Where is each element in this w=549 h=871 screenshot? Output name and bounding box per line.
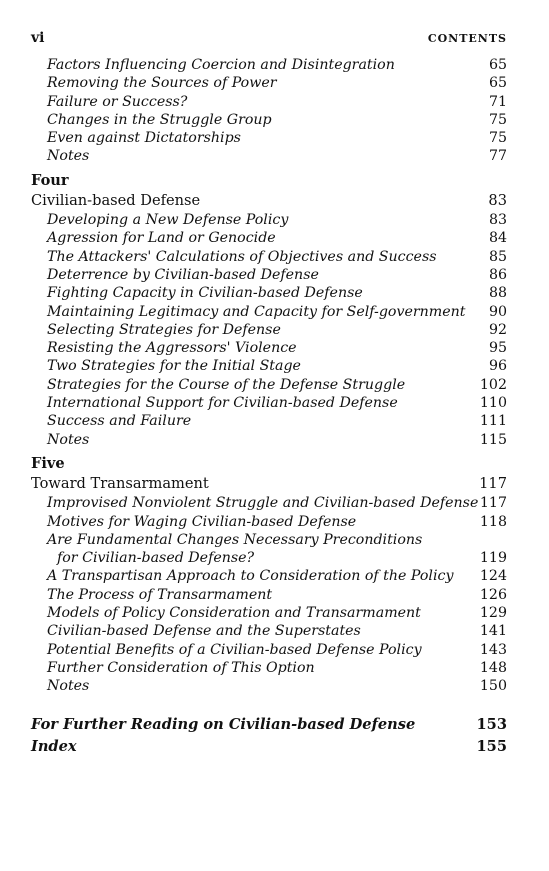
entry-title: Changes in the Struggle Group: [47, 111, 272, 128]
entry-page: 75: [488, 130, 507, 147]
toc-entry: [0, 412, 549, 430]
table-of-contents: [0, 56, 549, 758]
entry-page: 75: [488, 111, 507, 128]
entry-page: 117: [479, 495, 507, 512]
toc-entry: [0, 129, 549, 147]
chapter-title-text: Civilian-based Defense: [31, 192, 201, 210]
entry-title: Factors Influencing Coercion and Disintegration: [47, 57, 395, 73]
toc-entry: [0, 284, 549, 302]
toc-entry: [0, 93, 549, 111]
entry-page: 141: [479, 623, 507, 640]
chapter-title: [0, 190, 549, 211]
entry-title: Selecting Strategies for Defense: [47, 321, 281, 338]
toc-entry: [0, 266, 549, 284]
toc-entry: [0, 714, 549, 736]
entry-title: A Transpartisan Approach to Consideration of the Policy: [47, 568, 454, 585]
toc-entry: [0, 622, 549, 640]
toc-entry: [0, 494, 549, 512]
entry-title: Are Fundamental Changes Necessary Preconditions: [47, 531, 423, 548]
entry-page: 143: [479, 641, 507, 658]
toc-entry: [0, 604, 549, 622]
entry-title: Strategies for the Course of the Defense Struggle: [47, 376, 406, 393]
entry-page: 65: [488, 57, 507, 73]
toc-entry: [0, 321, 549, 339]
entry-page: 96: [488, 358, 507, 375]
entry-page: 115: [479, 431, 507, 448]
entry-title: Index: [31, 737, 77, 755]
chapter-title: [0, 473, 549, 494]
chapter-number: Four: [31, 171, 69, 189]
chapter-number: Five: [31, 454, 65, 472]
chapter-1: [0, 455, 549, 696]
entry-title: Notes: [47, 678, 90, 695]
entry-page: 92: [488, 321, 507, 338]
entry-title: Even against Dictatorships: [47, 130, 241, 147]
entry-title: Potential Benefits of a Civilian-based Defense Policy: [47, 641, 422, 658]
entry-title: The Attackers' Calculations of Objectives and Success: [47, 248, 437, 265]
entry-page: 110: [479, 395, 507, 412]
entry-page: 86: [488, 266, 507, 283]
entry-page: 150: [479, 678, 507, 695]
entry-title: for Civilian-based Defense?: [57, 550, 255, 567]
entry-page: 88: [488, 285, 507, 302]
chapter-0: [0, 172, 549, 449]
toc-entry: [0, 357, 549, 375]
entry-title: Agression for Land or Genocide: [47, 230, 276, 247]
entry-page: 111: [479, 413, 507, 430]
toc-entry: [0, 339, 549, 357]
entry-title: For Further Reading on Civilian-based Defense: [31, 715, 416, 733]
entry-page: 119: [479, 550, 507, 567]
entry-page: 148: [479, 659, 507, 676]
toc-entry: [0, 677, 549, 695]
back-matter: [0, 714, 549, 758]
entry-title: Notes: [47, 431, 90, 448]
chapter-page: 83: [488, 192, 507, 210]
toc-entry: [0, 229, 549, 247]
toc-entry: [0, 56, 549, 74]
entry-title: Improvised Nonviolent Struggle and Civilian-based Defense: [47, 495, 479, 512]
entry-page: 84: [488, 230, 507, 247]
entry-title: Models of Policy Consideration and Transarmament: [47, 605, 421, 622]
running-head: CONTENTS: [427, 32, 507, 45]
chapter-title-text: Toward Transarmament: [31, 475, 209, 493]
entry-title: Success and Failure: [47, 413, 192, 430]
entry-title: Removing the Sources of Power: [47, 75, 277, 92]
entry-page: 129: [479, 605, 507, 622]
running-header: [31, 30, 507, 48]
entry-title: Failure or Success?: [47, 93, 188, 110]
entry-page: 126: [479, 586, 507, 603]
entry-title: Maintaining Legitimacy and Capacity for Self-government: [47, 303, 466, 320]
toc-entry: [0, 147, 549, 165]
entry-page: 102: [479, 376, 507, 393]
toc-entry: [0, 431, 549, 449]
entry-page: 90: [488, 303, 507, 320]
entry-page: 118: [479, 513, 507, 530]
entry-title: Civilian-based Defense and the Superstates: [47, 623, 361, 640]
toc-entry: [0, 736, 549, 758]
entry-page: 77: [488, 148, 507, 165]
toc-entry: [0, 211, 549, 229]
toc-entry: [0, 567, 549, 585]
entry-title: Notes: [47, 148, 90, 165]
toc-entry: [0, 531, 549, 549]
entry-title: Two Strategies for the Initial Stage: [47, 358, 301, 375]
entry-title: Deterrence by Civilian-based Defense: [47, 266, 319, 283]
entry-title: Further Consideration of This Option: [47, 659, 315, 676]
entry-page: 71: [488, 93, 507, 110]
toc-entry: [0, 111, 549, 129]
toc-entry: [0, 549, 549, 567]
toc-entry: [0, 303, 549, 321]
entry-title: The Process of Transarmament: [47, 586, 273, 603]
entry-title: International Support for Civilian-based Defense: [47, 395, 398, 412]
entry-page: 85: [488, 248, 507, 265]
entry-page: 65: [488, 75, 507, 92]
entry-page: 155: [476, 737, 507, 755]
toc-entry: [0, 74, 549, 92]
entry-title: Resisting the Aggressors' Violence: [47, 340, 297, 357]
toc-entry: [0, 659, 549, 677]
toc-entry: [0, 586, 549, 604]
entry-title: Motives for Waging Civilian-based Defense: [47, 513, 357, 530]
entry-page: 153: [476, 715, 507, 733]
intro-section: [0, 56, 549, 166]
entry-title: Fighting Capacity in Civilian-based Defense: [47, 285, 363, 302]
entry-page: 95: [488, 340, 507, 357]
toc-entry: [0, 513, 549, 531]
entry-title: Developing a New Defense Policy: [47, 212, 289, 229]
entry-page: 124: [479, 568, 507, 585]
page-number: vi: [31, 30, 45, 46]
toc-entry: [0, 641, 549, 659]
chapter-page: 117: [479, 475, 507, 493]
toc-entry: [0, 376, 549, 394]
entry-page: 83: [488, 212, 507, 229]
toc-entry: [0, 394, 549, 412]
toc-entry: [0, 248, 549, 266]
